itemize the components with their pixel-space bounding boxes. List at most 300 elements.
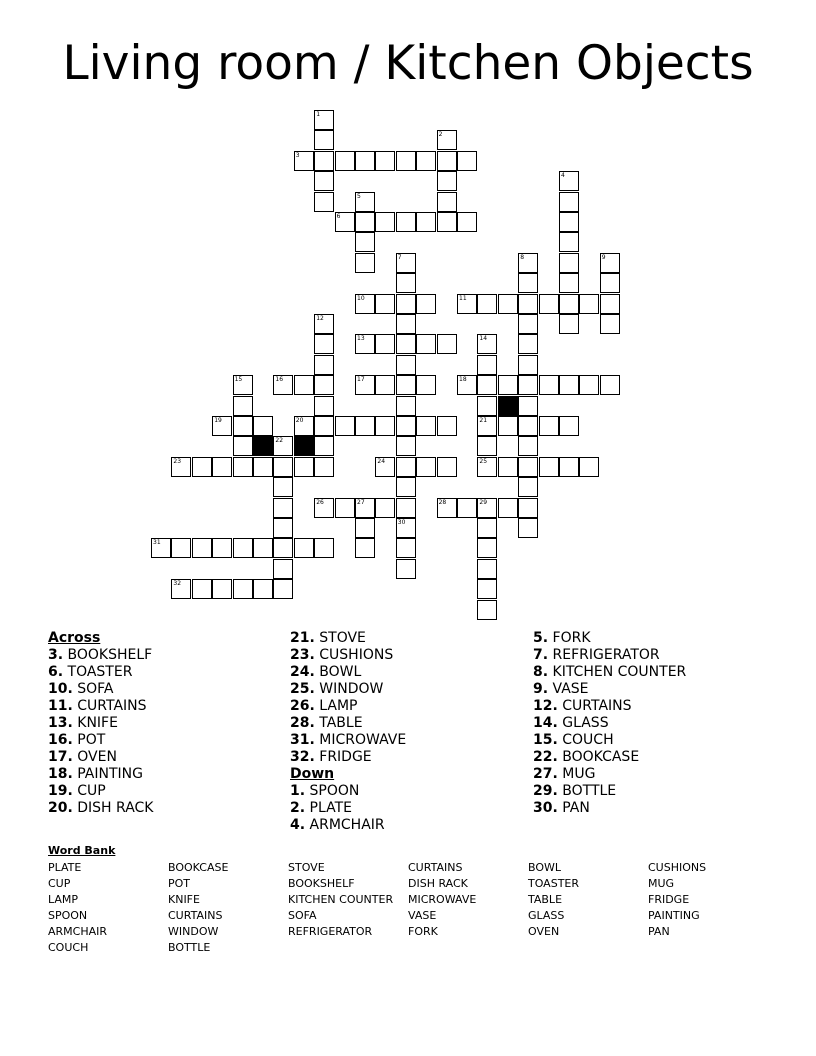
clue-item	[533, 715, 686, 732]
clue-item	[48, 800, 153, 817]
grid-cell[interactable]	[375, 151, 395, 171]
grid-cell[interactable]	[355, 232, 375, 252]
clue-number-label: 20.	[48, 800, 73, 816]
grid-cell[interactable]	[192, 457, 212, 477]
grid-cell[interactable]	[396, 518, 416, 538]
grid-cell[interactable]	[559, 375, 579, 395]
grid-cell[interactable]	[477, 396, 497, 416]
grid-cell[interactable]	[355, 334, 375, 354]
grid-cell[interactable]	[192, 579, 212, 599]
clue-text: CURTAINS	[72, 698, 147, 714]
clue-item	[533, 647, 686, 664]
grid-cell[interactable]	[314, 355, 334, 375]
clue-text: WINDOW	[314, 681, 384, 697]
clue-item	[290, 800, 406, 817]
clue-number: 29	[479, 498, 488, 506]
clue-number-label: 25.	[290, 681, 315, 697]
grid-cell[interactable]	[233, 375, 253, 395]
grid-cell[interactable]	[416, 457, 436, 477]
grid-cell[interactable]	[457, 212, 477, 232]
grid-cell[interactable]	[477, 559, 497, 579]
grid-cell[interactable]	[518, 498, 538, 518]
grid-cell[interactable]	[151, 538, 171, 558]
grid-cell[interactable]	[314, 314, 334, 334]
word-bank-item: MUG	[648, 877, 675, 890]
grid-cell[interactable]	[233, 457, 253, 477]
clue-number: 20	[295, 417, 304, 424]
grid-cell[interactable]	[396, 457, 416, 477]
clue-text: OVEN	[72, 749, 117, 765]
clue-number-label: 19.	[48, 783, 73, 799]
clue-text: REFRIGERATOR	[548, 647, 660, 663]
clue-text: DISH RACK	[72, 800, 154, 816]
grid-cell[interactable]	[396, 151, 416, 171]
grid-cell[interactable]	[396, 294, 416, 314]
grid-cell[interactable]	[171, 579, 191, 599]
word-bank-item: LAMP	[48, 893, 79, 906]
grid-cell[interactable]	[273, 436, 293, 456]
grid-cell[interactable]	[477, 294, 497, 314]
grid-cell[interactable]	[518, 396, 538, 416]
clue-number-label: 24.	[290, 664, 315, 680]
clue-number: 9	[601, 253, 606, 261]
grid-cell[interactable]	[233, 416, 253, 436]
clue-number-label: 29.	[533, 783, 558, 799]
grid-cell[interactable]	[355, 416, 375, 436]
grid-cell[interactable]	[233, 436, 253, 456]
clue-number-label: 18.	[48, 766, 73, 782]
grid-cell[interactable]	[355, 498, 375, 518]
grid-cell[interactable]	[375, 334, 395, 354]
grid-cell[interactable]	[477, 355, 497, 375]
clue-number: 32	[173, 580, 182, 588]
clue-item	[290, 732, 406, 749]
word-bank-item: BOTTLE	[168, 941, 211, 954]
clue-number-label: 4.	[290, 817, 306, 833]
grid-cell[interactable]	[498, 416, 518, 436]
word-bank-item: TOASTER	[528, 877, 580, 890]
word-bank-item: PAINTING	[648, 909, 700, 922]
grid-cell[interactable]	[314, 130, 334, 150]
clue-number-label: 14.	[533, 715, 558, 731]
grid-cell[interactable]	[335, 151, 355, 171]
grid-cell[interactable]	[518, 436, 538, 456]
clue-text: PAN	[557, 800, 590, 816]
grid-cell[interactable]	[396, 416, 416, 436]
grid-cell[interactable]	[437, 151, 457, 171]
clue-number: 4	[561, 172, 565, 180]
grid-cell[interactable]	[233, 396, 253, 416]
grid-cell[interactable]	[375, 498, 395, 518]
grid-cell[interactable]	[375, 375, 395, 395]
clue-text: TOASTER	[63, 664, 133, 680]
clue-item	[290, 783, 406, 800]
grid-cell[interactable]	[212, 579, 232, 599]
grid-cell[interactable]	[294, 151, 314, 171]
grid-cell[interactable]	[416, 151, 436, 171]
grid-cell[interactable]	[314, 375, 334, 395]
clue-item	[48, 698, 153, 715]
clue-text: COUCH	[557, 732, 614, 748]
grid-cell[interactable]	[518, 334, 538, 354]
word-bank-item: TABLE	[528, 893, 563, 906]
clue-number-label: 21.	[290, 630, 315, 646]
clue-number: 23	[173, 457, 182, 465]
grid-cell-blocked	[294, 436, 314, 456]
grid-cell[interactable]	[477, 334, 497, 354]
clue-item	[48, 647, 153, 664]
grid-cell[interactable]	[518, 416, 538, 436]
grid-cell[interactable]	[294, 416, 314, 436]
grid-cell[interactable]	[294, 457, 314, 477]
grid-cell[interactable]	[559, 212, 579, 232]
grid-cell[interactable]	[498, 498, 518, 518]
grid-cell[interactable]	[212, 416, 232, 436]
grid-cell[interactable]	[416, 212, 436, 232]
clue-item	[533, 783, 686, 800]
grid-cell[interactable]	[192, 538, 212, 558]
clue-item	[533, 698, 686, 715]
grid-cell[interactable]	[273, 518, 293, 538]
clue-number: 16	[275, 376, 284, 384]
grid-cell[interactable]	[273, 498, 293, 518]
grid-cell[interactable]	[477, 436, 497, 456]
clue-item	[533, 749, 686, 766]
clue-number: 11	[459, 294, 467, 302]
clue-item	[533, 800, 686, 817]
grid-cell[interactable]	[518, 314, 538, 334]
grid-cell[interactable]	[355, 538, 375, 558]
word-bank-item: SPOON	[48, 909, 88, 922]
grid-cell[interactable]	[314, 192, 334, 212]
grid-cell[interactable]	[579, 375, 599, 395]
grid-cell[interactable]	[559, 171, 579, 191]
grid-cell[interactable]	[416, 334, 436, 354]
grid-cell[interactable]	[314, 151, 334, 171]
grid-cell[interactable]	[171, 538, 191, 558]
word-bank-item: CURTAINS	[168, 909, 223, 922]
word-bank-item: CUP	[48, 877, 71, 890]
grid-cell[interactable]	[437, 130, 457, 150]
clue-column-2	[290, 630, 406, 834]
clue-text: VASE	[548, 681, 589, 697]
grid-cell[interactable]	[314, 498, 334, 518]
clue-item	[48, 783, 153, 800]
clue-item	[290, 817, 406, 834]
clue-number-label: 17.	[48, 749, 73, 765]
grid-cell[interactable]	[253, 579, 273, 599]
clue-number: 17	[357, 376, 365, 384]
clue-number-label: 26.	[290, 698, 315, 714]
grid-cell[interactable]	[437, 192, 457, 212]
clue-number: 1	[316, 111, 321, 118]
clue-item	[290, 698, 406, 715]
grid-cell[interactable]	[416, 375, 436, 395]
clue-number: 12	[316, 315, 324, 322]
grid-cell[interactable]	[477, 416, 497, 436]
word-bank-item: VASE	[408, 909, 437, 922]
clue-item	[533, 681, 686, 698]
grid-cell[interactable]	[457, 375, 477, 395]
grid-cell[interactable]	[294, 538, 314, 558]
grid-cell[interactable]	[559, 273, 579, 293]
grid-cell[interactable]	[335, 416, 355, 436]
word-bank-item: BOOKCASE	[168, 861, 229, 874]
grid-cell[interactable]	[314, 396, 334, 416]
clue-text: MUG	[557, 766, 596, 782]
clue-item	[48, 681, 153, 698]
grid-cell[interactable]	[212, 538, 232, 558]
grid-cell[interactable]	[518, 253, 538, 273]
clue-number-label: 6.	[48, 664, 64, 680]
grid-cell[interactable]	[539, 416, 559, 436]
grid-cell[interactable]	[437, 498, 457, 518]
clue-text: STOVE	[314, 630, 366, 646]
grid-cell[interactable]	[396, 212, 416, 232]
clue-column-3	[533, 630, 686, 817]
grid-cell[interactable]	[314, 334, 334, 354]
grid-cell[interactable]	[355, 192, 375, 212]
clue-number-label: 13.	[48, 715, 73, 731]
grid-cell[interactable]	[539, 375, 559, 395]
grid-cell[interactable]	[396, 559, 416, 579]
grid-cell[interactable]	[600, 294, 620, 314]
grid-cell[interactable]	[600, 253, 620, 273]
grid-cell[interactable]	[437, 334, 457, 354]
grid-cell[interactable]	[437, 416, 457, 436]
clue-text: POT	[72, 732, 106, 748]
grid-cell[interactable]	[355, 294, 375, 314]
grid-cell[interactable]	[396, 334, 416, 354]
clue-number-label: 30.	[533, 800, 558, 816]
grid-cell[interactable]	[559, 457, 579, 477]
clue-number-label: 22.	[533, 749, 558, 765]
grid-cell[interactable]	[559, 416, 579, 436]
clue-text: SOFA	[72, 681, 114, 697]
clue-item	[48, 732, 153, 749]
grid-cell[interactable]	[579, 457, 599, 477]
grid-cell[interactable]	[355, 212, 375, 232]
grid-cell[interactable]	[273, 579, 293, 599]
clue-column-1	[48, 630, 153, 817]
clue-number: 19	[214, 417, 222, 424]
clue-number: 26	[316, 498, 324, 506]
word-bank-item: SOFA	[288, 909, 317, 922]
grid-cell[interactable]	[477, 457, 497, 477]
grid-cell[interactable]	[396, 396, 416, 416]
grid-cell[interactable]	[314, 110, 334, 130]
clue-number-label: 28.	[290, 715, 315, 731]
clue-text: ARMCHAIR	[305, 817, 385, 833]
grid-cell[interactable]	[559, 232, 579, 252]
clue-number: 13	[357, 335, 365, 343]
grid-cell[interactable]	[314, 171, 334, 191]
grid-cell[interactable]	[375, 457, 395, 477]
clue-number: 22	[275, 437, 284, 445]
word-bank-item: WINDOW	[168, 925, 219, 938]
grid-cell[interactable]	[396, 314, 416, 334]
grid-cell[interactable]	[314, 436, 334, 456]
grid-cell[interactable]	[233, 579, 253, 599]
word-bank-item: GLASS	[528, 909, 565, 922]
clue-number-label: 11.	[48, 698, 73, 714]
grid-cell[interactable]	[477, 518, 497, 538]
grid-cell[interactable]	[355, 151, 375, 171]
grid-cell[interactable]	[518, 375, 538, 395]
grid-cell[interactable]	[396, 355, 416, 375]
clue-number: 25	[479, 457, 488, 465]
word-bank-item: BOWL	[528, 861, 562, 874]
grid-cell[interactable]	[559, 314, 579, 334]
grid-cell[interactable]	[294, 375, 314, 395]
grid-cell[interactable]	[518, 355, 538, 375]
clue-item	[290, 715, 406, 732]
word-bank-item: PLATE	[48, 861, 82, 874]
clue-number-label: 12.	[533, 698, 558, 714]
grid-cell[interactable]	[396, 538, 416, 558]
grid-cell[interactable]	[396, 273, 416, 293]
grid-cell[interactable]	[253, 416, 273, 436]
clue-number-label: 27.	[533, 766, 558, 782]
grid-cell[interactable]	[314, 457, 334, 477]
clue-item	[290, 647, 406, 664]
clue-number: 24	[377, 457, 386, 465]
grid-cell[interactable]	[375, 294, 395, 314]
grid-cell[interactable]	[355, 375, 375, 395]
grid-cell[interactable]	[355, 253, 375, 273]
clue-text: LAMP	[314, 698, 358, 714]
grid-cell[interactable]	[518, 294, 538, 314]
grid-cell[interactable]	[335, 498, 355, 518]
clue-text: BOTTLE	[557, 783, 617, 799]
across-heading: Across	[48, 630, 101, 646]
grid-cell[interactable]	[600, 375, 620, 395]
grid-cell[interactable]	[498, 457, 518, 477]
clue-item	[290, 630, 406, 647]
clue-text: FORK	[548, 630, 591, 646]
grid-cell[interactable]	[416, 416, 436, 436]
grid-cell[interactable]	[273, 538, 293, 558]
grid-cell[interactable]	[416, 294, 436, 314]
grid-cell[interactable]	[375, 416, 395, 436]
clue-item	[290, 749, 406, 766]
clue-number-label: 9.	[533, 681, 549, 697]
clue-number: 10	[357, 294, 365, 302]
grid-cell[interactable]	[600, 273, 620, 293]
clue-number-label: 5.	[533, 630, 549, 646]
grid-cell[interactable]	[498, 294, 518, 314]
word-bank-item: MICROWAVE	[408, 893, 477, 906]
grid-cell[interactable]	[273, 375, 293, 395]
grid-cell[interactable]	[375, 212, 395, 232]
grid-cell[interactable]	[579, 294, 599, 314]
clue-number-label: 8.	[533, 664, 549, 680]
grid-cell[interactable]	[314, 416, 334, 436]
clue-number-label: 23.	[290, 647, 315, 663]
clue-text: KNIFE	[72, 715, 118, 731]
page-title: Living room / Kitchen Objects	[62, 36, 754, 91]
grid-cell[interactable]	[600, 314, 620, 334]
clue-number: 21	[479, 417, 488, 424]
grid-cell[interactable]	[273, 457, 293, 477]
grid-cell[interactable]	[457, 294, 477, 314]
clue-number: 14	[479, 335, 488, 343]
clue-number-label: 10.	[48, 681, 73, 697]
clue-text: BOOKSHELF	[63, 647, 153, 663]
grid-cell[interactable]	[273, 477, 293, 497]
grid-cell[interactable]	[477, 579, 497, 599]
grid-cell[interactable]	[539, 294, 559, 314]
word-bank-item: POT	[168, 877, 191, 890]
word-bank-item: DISH RACK	[408, 877, 468, 890]
grid-cell[interactable]	[518, 457, 538, 477]
grid-cell[interactable]	[396, 477, 416, 497]
grid-cell[interactable]	[355, 518, 375, 538]
clue-number-label: 15.	[533, 732, 558, 748]
grid-cell[interactable]	[437, 212, 457, 232]
grid-cell[interactable]	[314, 538, 334, 558]
clue-number: 18	[459, 376, 467, 384]
grid-cell[interactable]	[518, 477, 538, 497]
grid-cell[interactable]	[233, 538, 253, 558]
clue-number-label: 2.	[290, 800, 306, 816]
grid-cell[interactable]	[477, 498, 497, 518]
grid-cell[interactable]	[396, 253, 416, 273]
grid-cell[interactable]	[477, 600, 497, 620]
grid-cell[interactable]	[253, 457, 273, 477]
clue-text: CURTAINS	[557, 698, 632, 714]
clue-number-label: 16.	[48, 732, 73, 748]
clue-text: CUSHIONS	[314, 647, 394, 663]
word-bank-item: STOVE	[288, 861, 325, 874]
grid-cell[interactable]	[457, 498, 477, 518]
clue-text: KITCHEN COUNTER	[548, 664, 687, 680]
grid-cell[interactable]	[559, 294, 579, 314]
grid-cell[interactable]	[396, 436, 416, 456]
clue-text: SPOON	[305, 783, 360, 799]
grid-cell[interactable]	[396, 375, 416, 395]
grid-cell[interactable]	[212, 457, 232, 477]
clue-number: 30	[397, 519, 406, 526]
grid-cell[interactable]	[457, 151, 477, 171]
grid-cell[interactable]	[498, 375, 518, 395]
grid-cell[interactable]	[539, 457, 559, 477]
clue-item	[533, 766, 686, 783]
grid-cell[interactable]	[559, 192, 579, 212]
word-bank-title: Word Bank	[48, 844, 116, 857]
grid-cell[interactable]	[437, 171, 457, 191]
word-bank-item: BOOKSHELF	[288, 877, 355, 890]
clue-number: 31	[153, 539, 161, 547]
clue-number-label: 32.	[290, 749, 315, 765]
grid-cell[interactable]	[253, 538, 273, 558]
word-bank-item: KITCHEN COUNTER	[288, 893, 394, 906]
grid-cell[interactable]	[273, 559, 293, 579]
grid-cell[interactable]	[396, 498, 416, 518]
grid-cell[interactable]	[335, 212, 355, 232]
clue-number-label: 31.	[290, 732, 315, 748]
grid-cell[interactable]	[477, 375, 497, 395]
grid-cell[interactable]	[171, 457, 191, 477]
grid-cell[interactable]	[559, 253, 579, 273]
grid-cell[interactable]	[518, 518, 538, 538]
grid-cell-blocked	[253, 436, 273, 456]
grid-cell[interactable]	[518, 273, 538, 293]
clue-item	[48, 766, 153, 783]
grid-cell[interactable]	[477, 538, 497, 558]
word-bank-item: OVEN	[528, 925, 560, 938]
grid-cell[interactable]	[437, 457, 457, 477]
